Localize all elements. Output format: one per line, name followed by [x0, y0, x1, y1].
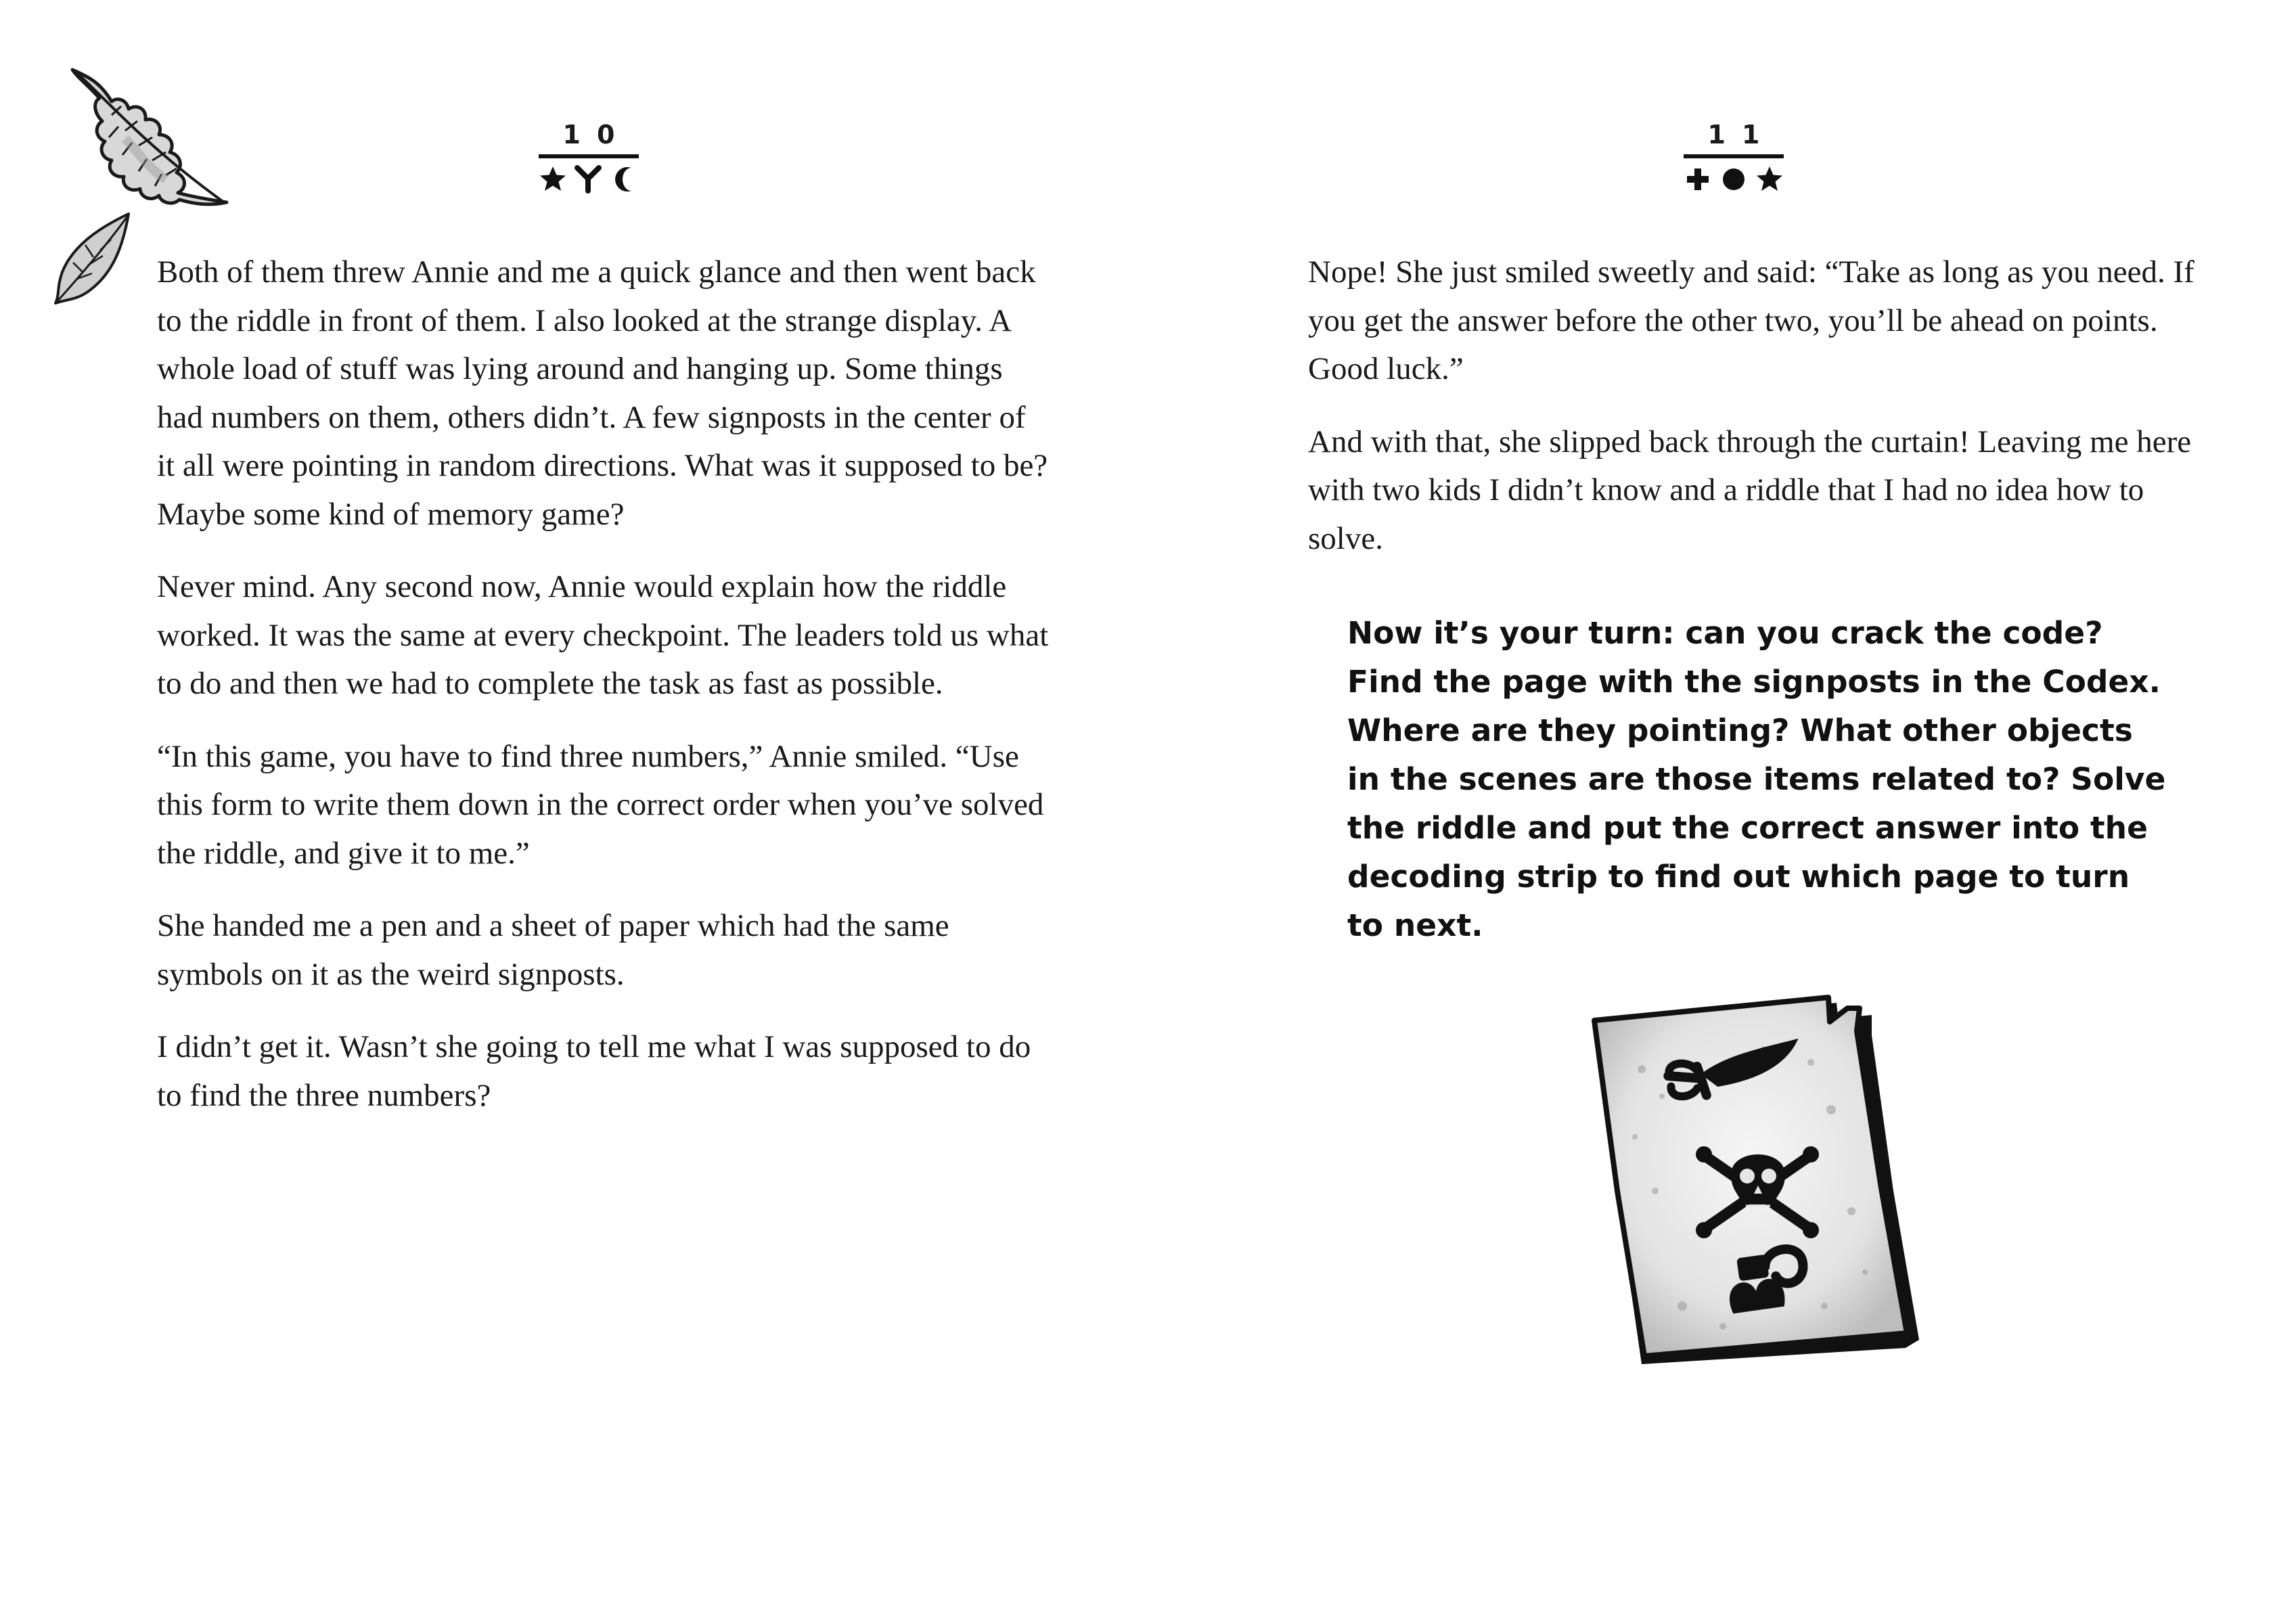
paragraph: Both of them threw Annie and me a quick glance and then went back to the riddle in front of them. I also looked at the strange display. A whole load of stuff was lying around and hanging up. Some things had numbers on them, others didn’t. A few signposts in the center of it all were pointing in random directions. What was it supposed to be? Maybe some kind of memory game? [157, 254, 1048, 532]
paragraph: I didn’t get it. Wasn’t she going to tell me what I was supposed to do to find the three numbers? [157, 1029, 1031, 1113]
crescent-moon-icon [615, 167, 631, 191]
star-icon [1757, 166, 1782, 191]
leaf-icon [53, 211, 133, 306]
puzzle-prompt: Now it’s your turn: can you crack the code? Find the page with the signposts in the Codex. Where are they pointing? What other objects in the scenes are those items related to? Solve the riddle and put the correct answer into the decoding strip to find out which page to turn to next. [1347, 615, 2166, 943]
page-number-left [521, 119, 656, 194]
left-body-text [157, 248, 1050, 1144]
page-number-divider [1684, 154, 1784, 158]
oak-leaf-icon [64, 64, 233, 210]
right-body-text [1308, 248, 2194, 587]
paragraph: She handed me a pen and a sheet of paper which had the same symbols on it as the weird signposts. [157, 908, 949, 992]
star-icon [540, 166, 566, 191]
paragraph: Nope! She just smiled sweetly and said: “Take as long as you need. If you get the answer before the other two, you’ll be ahead on points. Good luck.” [1308, 254, 2194, 386]
page-number-digits: 11 [1707, 120, 1776, 150]
paragraph: “In this game, you have to find three numbers,” Annie smiled. “Use this form to write them down in the correct order when you’ve solved the riddle, and give it to me.” [157, 738, 1044, 871]
plus-icon [1687, 168, 1709, 190]
paragraph: Never mind. Any second now, Annie would explain how the riddle worked. It was the same at every checkpoint. The leaders told us what to do and then we had to complete the task as fast as possible. [157, 569, 1049, 701]
page-symbols [1683, 164, 1784, 194]
pirate-poster-illustration [1588, 988, 1939, 1374]
circle-icon [1723, 168, 1744, 190]
paragraph: And with that, she slipped back through the curtain! Leaving me here with two kids I didn’t know and a riddle that I had no idea how to solve. [1308, 424, 2192, 556]
page-number-digits: 10 [562, 120, 631, 150]
right-page [1148, 0, 2296, 1624]
page-number-right [1666, 119, 1801, 194]
y-shape-icon [577, 168, 599, 191]
page-number-divider [539, 154, 639, 158]
page-symbols [538, 164, 639, 194]
